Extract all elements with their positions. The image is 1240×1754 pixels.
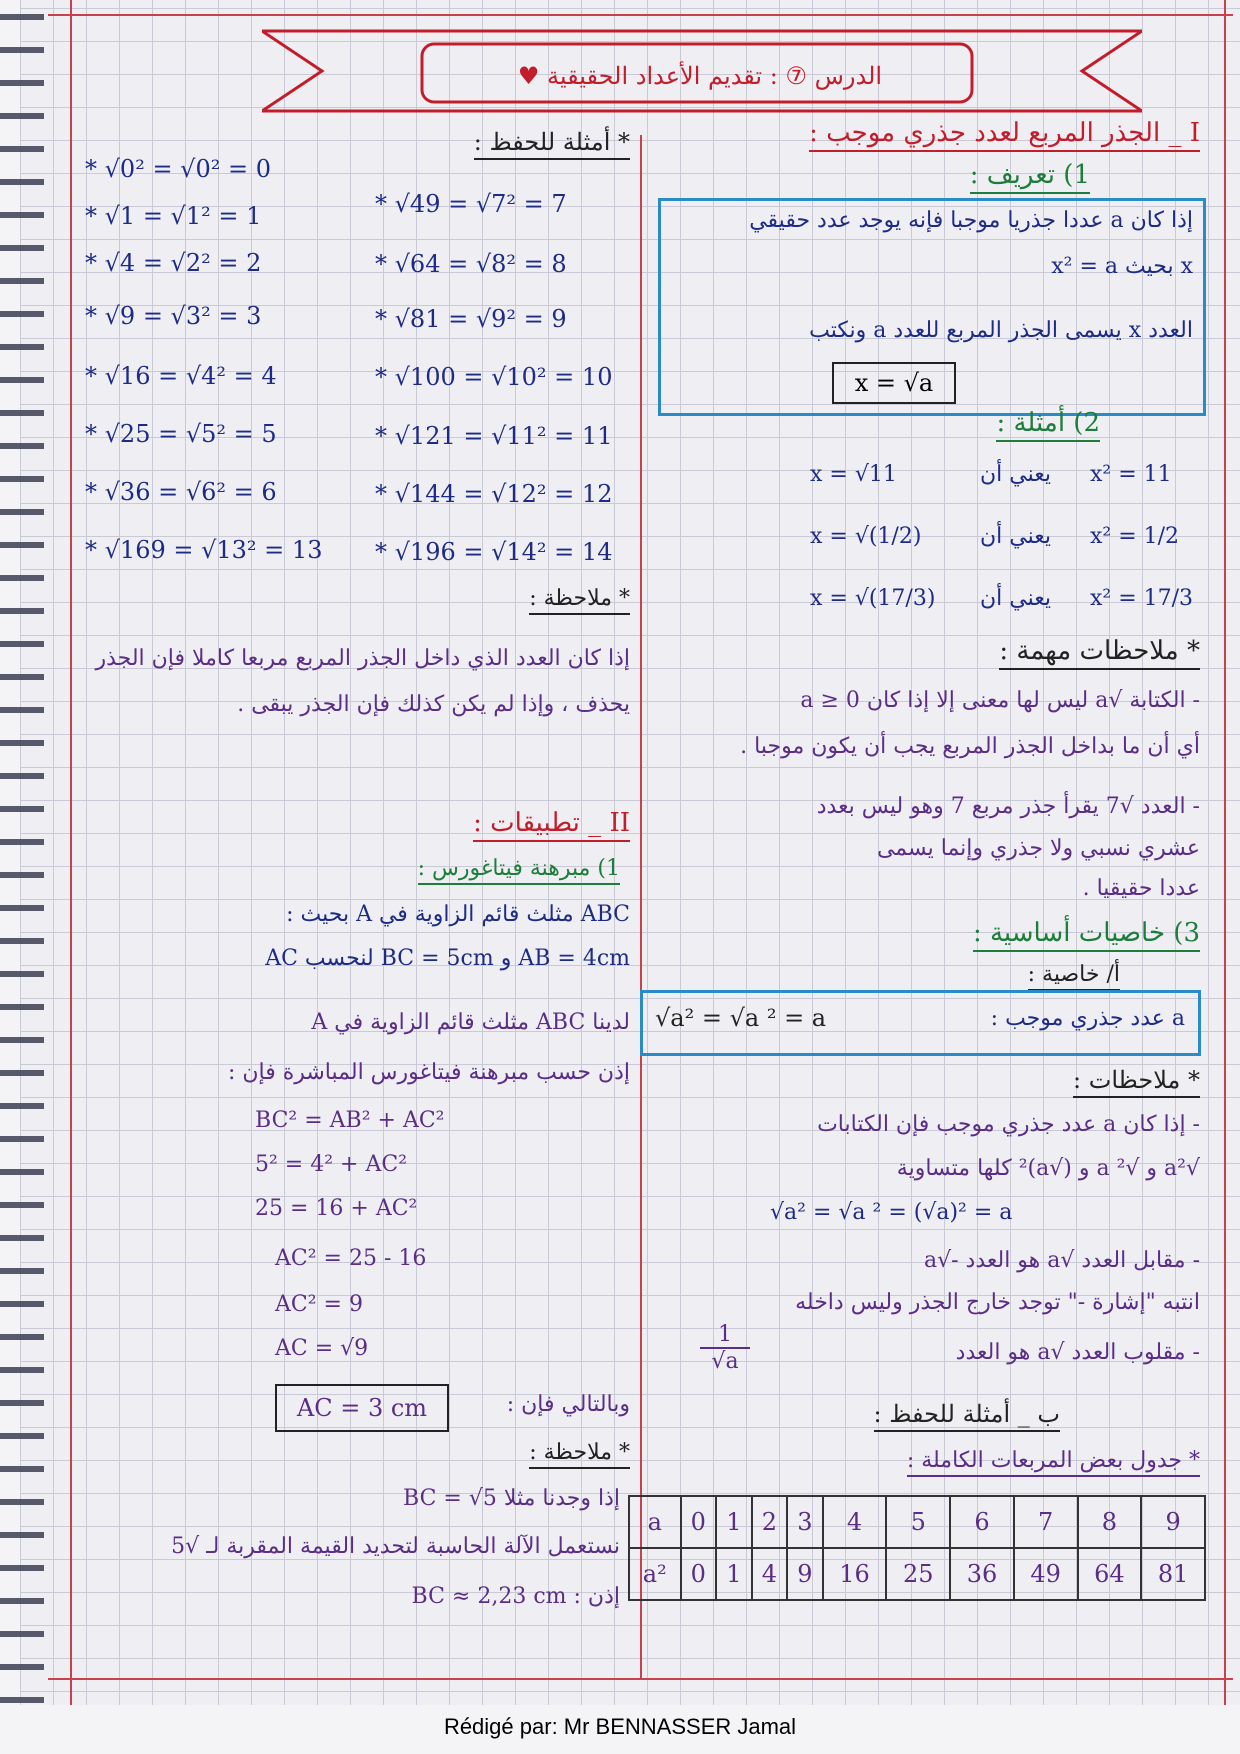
definition-formula: x = √a: [832, 362, 956, 404]
table-cell: 6: [950, 1496, 1014, 1548]
table-cell: 0: [681, 1548, 717, 1600]
note-line: - إذا كان a عدد جذري موجب فإن الكتابات: [817, 1112, 1200, 1137]
important-note: أي أن ما بداخل الجذر المربع يجب أن يكون موجبا .: [740, 734, 1200, 759]
properties-heading: 3) خاصيات أساسية :: [880, 918, 1200, 948]
sqrt-example: * √49 = √7² = 7: [375, 190, 567, 218]
important-note: - الكتابة √a ليس لها معنى إلا إذا كان a ≥ 0: [800, 688, 1200, 713]
definition-line: العدد x يسمى الجذر المربع للعدد a ونكتب: [809, 318, 1193, 343]
table-cell: a: [629, 1496, 681, 1548]
note-paragraph: إذا كان العدد الذي داخل الجذر المربع مربعا كاملا فإن الجذر يحذف ، وإذا لم يكن كذلك فإن الجذر يبقى .: [95, 646, 630, 717]
note-formula: √a² = √a ² = (√a)² = a: [770, 1200, 1013, 1225]
sqrt-example: * √0² = √0² = 0: [85, 155, 271, 183]
table-cell: 4: [752, 1548, 788, 1600]
property-heading: أ/ خاصية :: [940, 962, 1120, 987]
table-cell: 4: [823, 1496, 887, 1548]
spiral-binding: [0, 0, 44, 1705]
sqrt-example: * √81 = √9² = 9: [375, 305, 567, 333]
example-root: x = √(1/2): [810, 524, 922, 549]
sqrt-example: * √16 = √4² = 4: [85, 362, 277, 390]
sqrt-example: * √64 = √8² = 8: [375, 250, 567, 278]
table-cell: 81: [1141, 1548, 1205, 1600]
step: AC = √9: [275, 1336, 369, 1361]
column-divider: [640, 135, 642, 1680]
result-prefix: وبالتالي فإن :: [506, 1392, 630, 1417]
table-row: [629, 1548, 1205, 1600]
exercise-line: ABC مثلث قائم الزاوية في A بحيث :: [286, 902, 630, 927]
note2-line: إذا وجدنا مثلا BC = √5: [403, 1486, 620, 1511]
table-cell: 1: [716, 1496, 752, 1548]
definition-line: إذا كان a عددا جذريا موجبا فإنه يوجد عدد حقيقي: [749, 208, 1193, 233]
margin-line: [48, 14, 1233, 16]
table-cell: 16: [823, 1548, 887, 1600]
step: 5² = 4² + AC²: [255, 1152, 408, 1177]
lesson-title: الدرس ⑦ : تقديم الأعداد الحقيقية ♥: [517, 62, 883, 90]
example-means: يعني أن: [980, 524, 1051, 549]
sqrt-example: * √36 = √6² = 6: [85, 478, 277, 506]
property-text: a عدد جذري موجب :: [990, 1006, 1185, 1031]
margin-line: [1224, 0, 1226, 1705]
table-cell: 64: [1078, 1548, 1142, 1600]
example-root: x = √11: [810, 462, 897, 487]
example-means: يعني أن: [980, 462, 1051, 487]
step: AC² = 9: [275, 1292, 363, 1317]
reciprocal-fraction: [700, 1322, 750, 1374]
table-cell: 9: [787, 1548, 823, 1600]
fraction-numerator: 1: [700, 1322, 750, 1349]
step: AC² = 25 - 16: [275, 1246, 427, 1271]
sqrt-example: * √144 = √12² = 12: [375, 480, 613, 508]
solution-line: لدينا ABC مثلث قائم الزاوية في A: [311, 1010, 630, 1035]
notes-heading: * ملاحظات :: [1040, 1066, 1200, 1094]
note-line: انتبه "إشارة -" توجد خارج الجذر وليس داخله: [795, 1290, 1200, 1315]
example-root: x = √(17/3): [810, 586, 936, 611]
important-note: - العدد √7 يقرأ جذر مربع 7 وهو ليس بعدد: [816, 794, 1200, 819]
table-cell: 8: [1078, 1496, 1142, 1548]
table-cell: a²: [629, 1548, 681, 1600]
table-cell: 9: [1141, 1496, 1205, 1548]
table-cell: 5: [886, 1496, 950, 1548]
sqrt-example: * √4 = √2² = 2: [85, 249, 262, 277]
example-square: x² = 11: [1090, 462, 1172, 487]
pythagore-heading: 1) مبرهنة فيتاغورس :: [330, 856, 620, 881]
example-means: يعني أن: [980, 586, 1051, 611]
footer-author: Rédigé par: Mr BENNASSER Jamal: [443, 1714, 797, 1739]
important-notes-heading: * ملاحظات مهمة :: [900, 636, 1200, 666]
sqrt-example: * √9 = √3² = 3: [85, 302, 262, 330]
important-note: عددا حقيقيا .: [1082, 876, 1200, 901]
note-heading: * ملاحظة :: [480, 586, 630, 611]
fraction-denominator: √a: [711, 1349, 739, 1374]
solution-line: إذن حسب مبرهنة فيتاغورس المباشرة فإن :: [227, 1060, 630, 1085]
table-row: [629, 1496, 1205, 1548]
definition-line: x بحيث x² = a: [1051, 254, 1193, 279]
note2-heading: * ملاحظة :: [500, 1440, 630, 1465]
table-cell: 25: [886, 1548, 950, 1600]
table-cell: 3: [787, 1496, 823, 1548]
sqrt-example: * √121 = √11² = 11: [375, 422, 613, 450]
table-cell: 7: [1014, 1496, 1078, 1548]
sqrt-example: * √25 = √5² = 5: [85, 420, 277, 448]
table-cell: 0: [681, 1496, 717, 1548]
note-line: - مقابل العدد √a هو العدد -√a: [923, 1248, 1200, 1273]
sqrt-example: * √169 = √13² = 13: [85, 536, 323, 564]
example-square: x² = 1/2: [1090, 524, 1180, 549]
memorize-heading: * أمثلة للحفظ :: [420, 128, 630, 156]
note2-line: نستعمل الآلة الحاسبة لتحديد القيمة المقربة لـ √5: [171, 1534, 620, 1559]
definition-heading: 1) تعريف :: [860, 160, 1090, 190]
sqrt-example: * √196 = √14² = 14: [375, 538, 613, 566]
sqrt-example: * √1 = √1² = 1: [85, 202, 262, 230]
table-cell: 2: [752, 1496, 788, 1548]
note2-line: إذن : BC ≈ 2,23 cm: [411, 1584, 620, 1609]
step: BC² = AB² + AC²: [255, 1108, 445, 1133]
section1-heading: I _ الجذر المربع لعدد جذري موجب :: [660, 118, 1200, 148]
example-square: x² = 17/3: [1090, 586, 1194, 611]
examples-memorize-heading: ب _ أمثلة للحفظ :: [760, 1400, 1060, 1428]
margin-line: [70, 0, 72, 1705]
sqrt-example: * √100 = √10² = 10: [375, 363, 613, 391]
note-line: - مقلوب العدد √a هو العدد: [955, 1340, 1200, 1365]
step: 25 = 16 + AC²: [255, 1196, 418, 1221]
important-note: عشري نسبي ولا جذري وإنما يسمى: [876, 836, 1200, 861]
property-formula: √a² = √a ² = a: [655, 1004, 827, 1032]
table-cell: 49: [1014, 1548, 1078, 1600]
section2-heading: II _ تطبيقات :: [390, 808, 630, 838]
perfect-squares-table: [628, 1495, 1206, 1601]
table-cell: 36: [950, 1548, 1014, 1600]
table-cell: 1: [716, 1548, 752, 1600]
result-box: AC = 3 cm: [275, 1384, 449, 1432]
examples-heading: 2) أمثلة :: [980, 408, 1100, 438]
table-heading: * جدول بعض المربعات الكاملة :: [780, 1448, 1200, 1473]
note-line: √a² و √a ² و (√a)² كلها متساوية: [896, 1156, 1200, 1181]
exercise-line: AB = 4cm و BC = 5cm لنحسب AC: [265, 946, 630, 971]
